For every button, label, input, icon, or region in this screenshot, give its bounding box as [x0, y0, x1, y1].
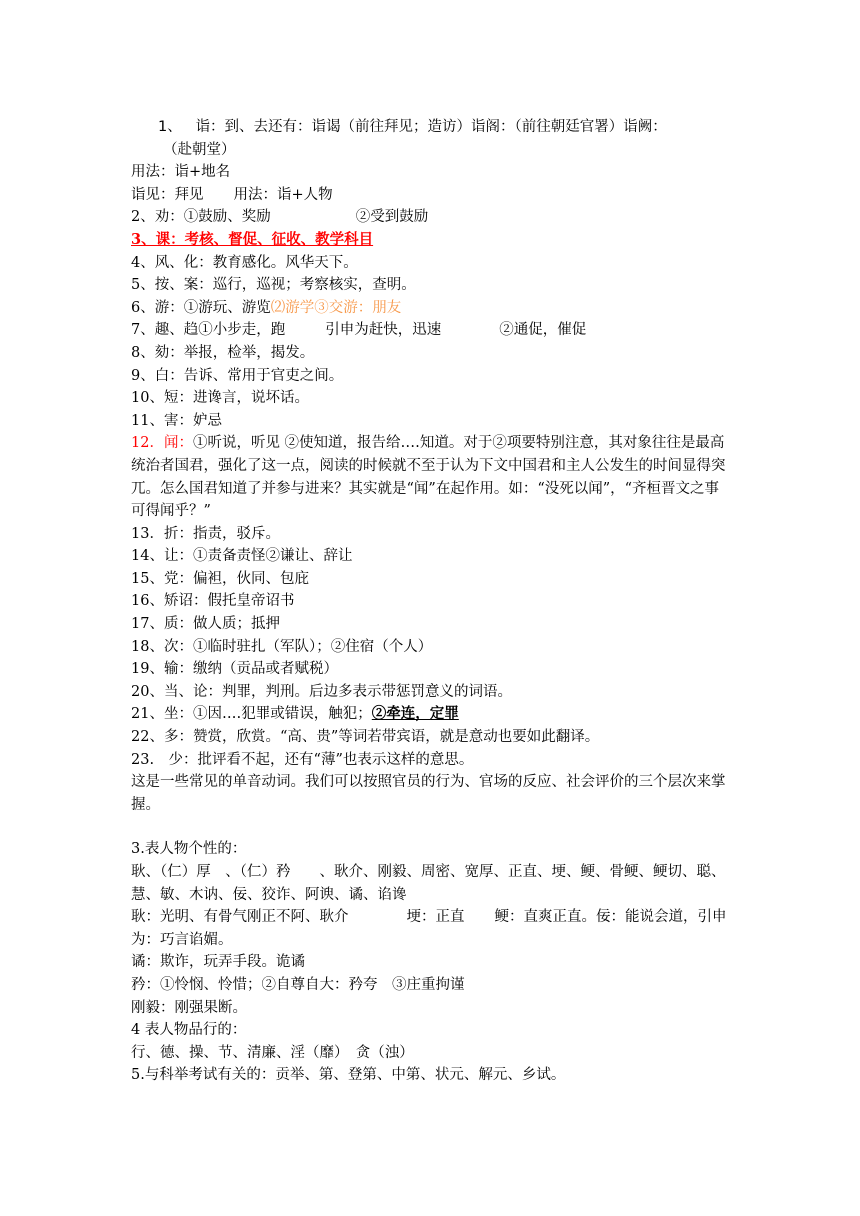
- entry-21: [131, 703, 731, 726]
- entry-7-a: 7、趣、趋①小步走，跑: [131, 322, 286, 339]
- entry-7: [131, 319, 731, 342]
- section-3-list: 耿、（仁）厚 、（仁）矜 、耿介、刚毅、周密、宽厚、正直、埂、鲠、骨鲠、鲠切、聪、慧、敏、木讷、佞、狡诈、阿谀、谲、谄谗: [131, 864, 726, 903]
- entry-2: [131, 206, 731, 229]
- entry-3: 3、课：考核、督促、征收、教学科目: [131, 230, 374, 248]
- usage-person: [131, 184, 731, 207]
- def-jin: 矜：①怜悯、怜惜；②自尊自大：矜夸 ③庄重拘谨: [131, 976, 465, 993]
- entry-23: 23. 少：批评看不起，还有“薄”也表示这样的意思。: [131, 751, 474, 768]
- blank-line: [131, 816, 731, 838]
- entry-12-number: 12．闻：: [131, 435, 193, 452]
- entry-1-text: 诣：到、去还有：诣谒（前往拜见；造访）诣阁：（前往朝廷官署）诣阙：: [195, 119, 667, 135]
- def-geng3: 鲠：直爽正直。佞：能说会道，引申为：巧言谄媚。: [131, 909, 727, 948]
- entry-18: 18、次：①临时驻扎（军队）；②住宿（个人）: [131, 638, 433, 655]
- entry-2-b: ②受到鼓励: [355, 209, 429, 226]
- entry-2-a: 2、劝：①鼓励、奖励: [131, 209, 271, 226]
- entry-6-b: ⑵游学③交游：朋友: [270, 299, 402, 316]
- document-body: [131, 116, 731, 1087]
- def-geng2: 埂：正直: [406, 909, 465, 926]
- entry-10: 10、短：进谗言，说坏话。: [131, 390, 309, 407]
- entry-7-b: 引申为赶快，迅速: [325, 322, 442, 339]
- entry-4: 4、风、化：教育感化。风华天下。: [131, 254, 358, 271]
- section-4-list: 行、德、操、节、清廉、淫（靡） 贪（浊）: [131, 1044, 414, 1061]
- entry-8: 8、劾：举报，检举，揭发。: [131, 344, 315, 361]
- entry-6-a: 6、游：①游玩、游览: [131, 299, 271, 316]
- section-3-definitions: [131, 906, 731, 951]
- summary-paragraph: 这是一些常见的单音动词。我们可以按照官员的行为、官场的反应、社会评价的三个层次来掌握。: [131, 774, 726, 813]
- usage-person-b: 用法：诣+人物: [233, 186, 333, 203]
- entry-5: 5、按、案：巡行，巡视；考察核实，查明。: [131, 277, 416, 294]
- entry-22: 22、多：赞赏，欣赏。“高、贵”等词若带宾语，就是意动也要如此翻译。: [131, 729, 600, 746]
- usage-place: 用法：诣+地名: [131, 164, 231, 181]
- entry-11: 11、害：妒忌: [131, 412, 222, 429]
- entry-16: 16、矫诏：假托皇帝诏书: [131, 593, 295, 610]
- entry-12: [131, 432, 731, 522]
- entry-6: [131, 297, 731, 320]
- section-3-heading: 3.表人物个性的：: [131, 841, 247, 858]
- def-geng: 耿：光明、有骨气刚正不阿、耿介: [131, 909, 349, 926]
- entry-1: [131, 116, 731, 139]
- entry-15: 15、党：偏袒，伙同、包庇: [131, 570, 309, 587]
- entry-1-number: 1、: [158, 119, 182, 135]
- def-gangyi: 刚毅：刚强果断。: [131, 999, 247, 1016]
- entry-1-continuation: （赴朝堂）: [163, 141, 236, 158]
- entry-14: 14、让：①责备责怪②谦让、辞让: [131, 548, 353, 565]
- entry-20: 20、当、论：判罪，判刑。后边多表示带惩罚意义的词语。: [131, 683, 512, 700]
- entry-9: 9、白：告诉、常用于官吏之间。: [131, 367, 344, 384]
- section-4-heading: 4 表人物品行的：: [131, 1022, 247, 1039]
- entry-13: 13．折：指责，驳斥。: [131, 525, 280, 542]
- section-5-line: 5.与科举考试有关的：贡举、第、登第、中第、状元、解元、乡试。: [131, 1067, 566, 1084]
- entry-21-b: ②牵连，定罪: [371, 705, 459, 723]
- entry-17: 17、质：做人质；抵押: [131, 616, 280, 633]
- entry-7-c: ②通促，催促: [499, 322, 587, 339]
- def-jue: 谲：欺诈，玩弄手段。诡谲: [131, 954, 305, 971]
- entry-12-text: ①听说，听见 ②使知道，报告给‥‥知道。对于②项要特别注意，其对象往往是最高统治者国君，强化了这一点，阅读的时候就不至于认为下文中国君和主人公发生的时间显得突兀。怎么国君知道了并参与进来？其实就是“闻”在起作用。如：“没死以闻”，“齐桓晋文之事可得闻乎？”: [131, 435, 726, 520]
- usage-person-a: 诣见：拜见: [131, 186, 204, 203]
- entry-19: 19、输：缴纳（贡品或者赋税）: [131, 661, 338, 678]
- entry-21-a: 21、坐：①因‥‥犯罪或错误，触犯；: [131, 706, 372, 723]
